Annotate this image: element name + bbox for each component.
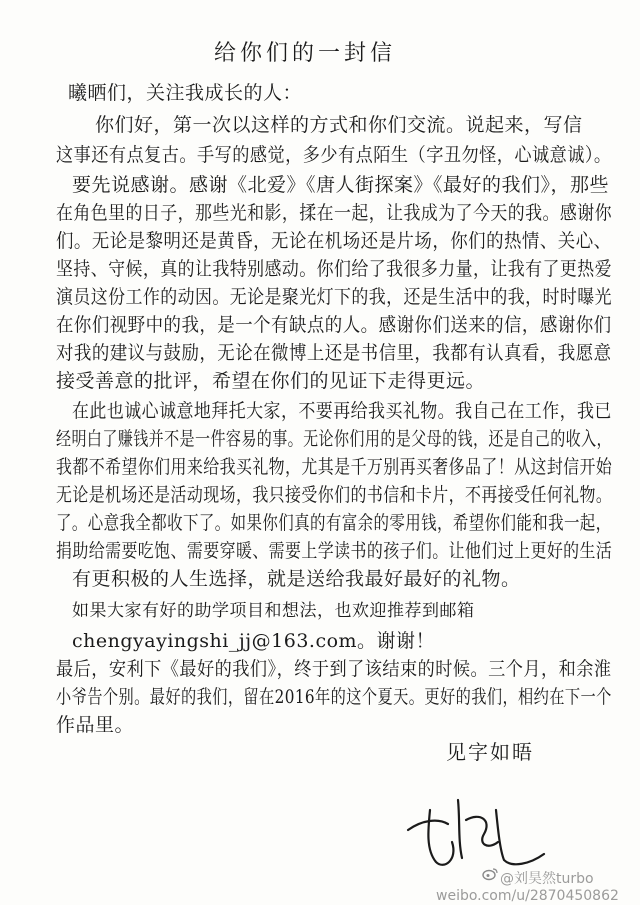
letter-line: 在你们视野中的我，是一个有缺点的人。感谢你们送来的信，感谢你们: [56, 314, 612, 336]
watermark-url: weibo.com/u/2870450862: [436, 888, 619, 904]
letter-line: 作品里。: [56, 714, 135, 736]
letter-line: 在此也诚心诚意地拜托大家，不要再给我买礼物。我自己在工作，我已: [72, 400, 612, 422]
letter-line: 无论是机场还是活动现场，我只接受你们的书信和卡片，不再接受任何礼物。: [56, 484, 613, 506]
letter-line: 演员这份工作的动因。无论是聚光灯下的我，还是生活中的我，时时曝光: [56, 286, 612, 308]
letter-line: 在角色里的日子，那些光和影，揉在一起，让我成为了今天的我。感谢你: [56, 202, 612, 224]
watermark-handle: @刘昊然turbo: [500, 871, 594, 887]
letter-line: 接受善意的批评，希望在你们的见证下走得更远。: [56, 370, 486, 392]
letter-line: 经明白了赚钱并不是一件容易的事。无论你们用的是父母的钱，还是自己的收入，: [56, 428, 612, 450]
letter-line: 这事还有点复古。手写的感觉，多少有点陌生（字丑勿怪，心诚意诚）。: [56, 144, 612, 166]
letter-line: 有更积极的人生选择，就是送给我最好最好的礼物。: [72, 568, 521, 590]
letter-line: 们。无论是黎明还是黄昏，无论在机场还是片场，你们的热情、关心、: [56, 230, 612, 252]
letter-title: 给你们的一封信: [214, 41, 397, 66]
letter-closing: 见字如晤: [446, 740, 534, 764]
letter-line: 了。心意我全都收下了。如果你们真的有富余的零用钱，希望你们能和我一起，: [56, 512, 612, 534]
letter-line: 如果大家有好的助学项目和想法，也欢迎推荐到邮箱: [72, 601, 475, 621]
letter-line: 对我的建议与鼓励，无论在微博上还是书信里，我都有认真看，我愿意: [56, 342, 612, 364]
letter-email-line: chengyayingshi_jj@163.com。谢谢！: [72, 630, 436, 652]
letter-line: 小爷告个别。最好的我们，留在2016年的这个夏天。更好的我们，相约在下一个: [56, 686, 612, 708]
weibo-logo-icon: [482, 867, 498, 881]
letter-line: 你们好，第一次以这样的方式和你们交流。说起来，写信: [95, 114, 583, 136]
signature-scribble: [400, 790, 550, 875]
letter-line: 捐助给需要吃饱、需要穿暖、需要上学读书的孩子们。让他们过上更好的生活: [56, 540, 613, 562]
letter-greeting: 曦晒们，关注我成长的人：: [68, 82, 303, 104]
letter-line: 最后，安利下《最好的我们》，终于到了该结束的时候。三个月，和余淮: [56, 658, 612, 680]
letter-line: 要先说感谢。感谢《北爱》《唐人街探案》《最好的我们》，那些: [72, 174, 610, 196]
letter-line: 坚持、守候，真的让我特别感动。你们给了我很多力量，让我有了更热爱: [56, 258, 612, 280]
letter-line: 我都不希望你们用来给我买礼物，尤其是千万别再买奢侈品了！从这封信开始: [56, 456, 613, 478]
